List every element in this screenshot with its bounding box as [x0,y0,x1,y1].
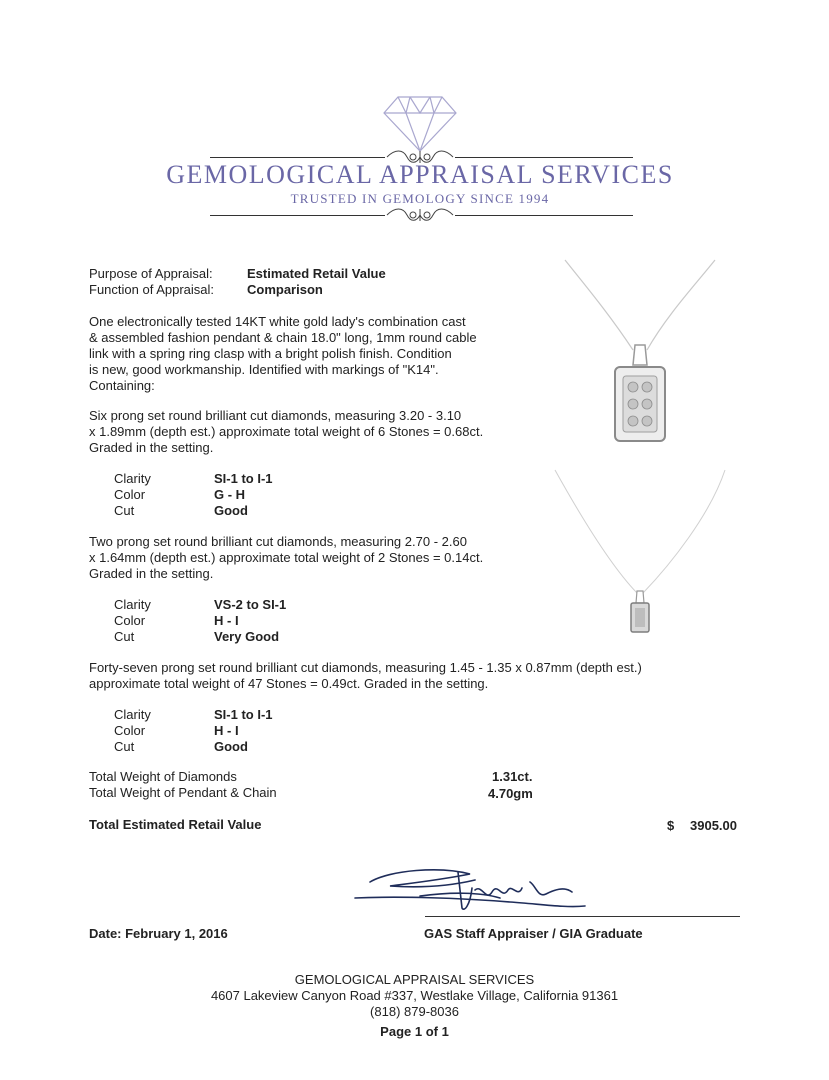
description-line: is new, good workmanship. Identified with markings of "K14". [89,362,439,377]
function-label: Function of Appraisal: [89,282,215,297]
stone-line: Six prong set round brilliant cut diamonds, measuring 3.20 - 3.10 [89,408,462,423]
scroll-ornament-icon [385,205,455,225]
stone-line: x 1.89mm (depth est.) approximate total weight of 6 Stones = 0.68ct. [89,424,484,439]
grade-label-clarity: Clarity [114,597,151,612]
stone-line: approximate total weight of 47 Stones = 0.49ct. Graded in the setting. [89,676,489,691]
footer-address: 4607 Lakeview Canyon Road #337, Westlake Village, California 91361 [210,988,619,1003]
signature-line [425,916,740,917]
description-line: link with a spring ring clasp with a bright polish finish. Condition [89,346,452,361]
stone-line: Graded in the setting. [89,440,214,455]
grade-label-cut: Cut [114,739,135,754]
total-diamonds-label: Total Weight of Diamonds [89,769,237,784]
total-retail-value: 3905.00 [690,818,737,833]
appraiser-signature [350,858,595,918]
grade-value-cut: Good [214,739,248,754]
appraiser-title: GAS Staff Appraiser / GIA Graduate [424,926,643,941]
stone-group-3-description [89,660,642,692]
total-retail-currency: $ [667,818,675,833]
header-rule-bottom-left [210,215,385,216]
total-pendant-label: Total Weight of Pendant & Chain [89,785,277,800]
stone-line: Forty-seven prong set round brilliant cut diamonds, measuring 1.45 - 1.35 x 0.87mm (depth est.) [89,660,642,675]
header-rule-bottom-right [455,215,633,216]
stone-group-2-description [89,534,483,582]
grade-value-clarity: SI-1 to I-1 [214,471,273,486]
total-pendant-value: 4.70gm [488,786,533,801]
footer-phone: (818) 879-8036 [370,1004,459,1019]
company-logo-title: GEMOLOGICAL APPRAISAL SERVICES [166,160,674,189]
grade-label-clarity: Clarity [114,471,151,486]
description-line: & assembled fashion pendant & chain 18.0" long, 1mm round cable [89,330,477,345]
footer-company: GEMOLOGICAL APPRAISAL SERVICES [294,972,535,987]
grade-value-color: G - H [214,487,246,502]
description-line: Containing: [89,378,155,393]
item-description [89,314,477,394]
stone-group-1-description [89,408,483,456]
purpose-label: Purpose of Appraisal: [89,266,213,281]
pendant-closeup-photo [555,255,725,460]
grade-label-color: Color [114,487,146,502]
total-retail-label: Total Estimated Retail Value [89,817,262,832]
diamond-icon [380,93,460,155]
grade-value-color: H - I [214,613,239,628]
grade-label-cut: Cut [114,503,135,518]
header-rule-top-left [210,157,385,158]
grade-value-cut: Good [214,503,248,518]
appraisal-date: Date: February 1, 2016 [89,926,228,941]
company-tagline: TRUSTED IN GEMOLOGY SINCE 1994 [290,191,550,206]
function-value: Comparison [247,282,323,297]
stone-line: Two prong set round brilliant cut diamonds, measuring 2.70 - 2.60 [89,534,467,549]
grade-label-color: Color [114,723,146,738]
grade-value-color: H - I [214,723,239,738]
header-rule-top-right [455,157,633,158]
grade-label-color: Color [114,613,146,628]
purpose-value: Estimated Retail Value [247,266,386,281]
grade-label-clarity: Clarity [114,707,151,722]
pendant-chain-photo [550,465,730,640]
grade-value-cut: Very Good [214,629,280,644]
footer-page-number: Page 1 of 1 [380,1024,449,1039]
grade-label-cut: Cut [114,629,135,644]
stone-line: x 1.64mm (depth est.) approximate total weight of 2 Stones = 0.14ct. [89,550,484,565]
grade-value-clarity: VS-2 to SI-1 [214,597,287,612]
stone-line: Graded in the setting. [89,566,214,581]
total-diamonds-value: 1.31ct. [492,769,533,784]
grade-value-clarity: SI-1 to I-1 [214,707,273,722]
description-line: One electronically tested 14KT white gold lady's combination cast [89,314,466,329]
